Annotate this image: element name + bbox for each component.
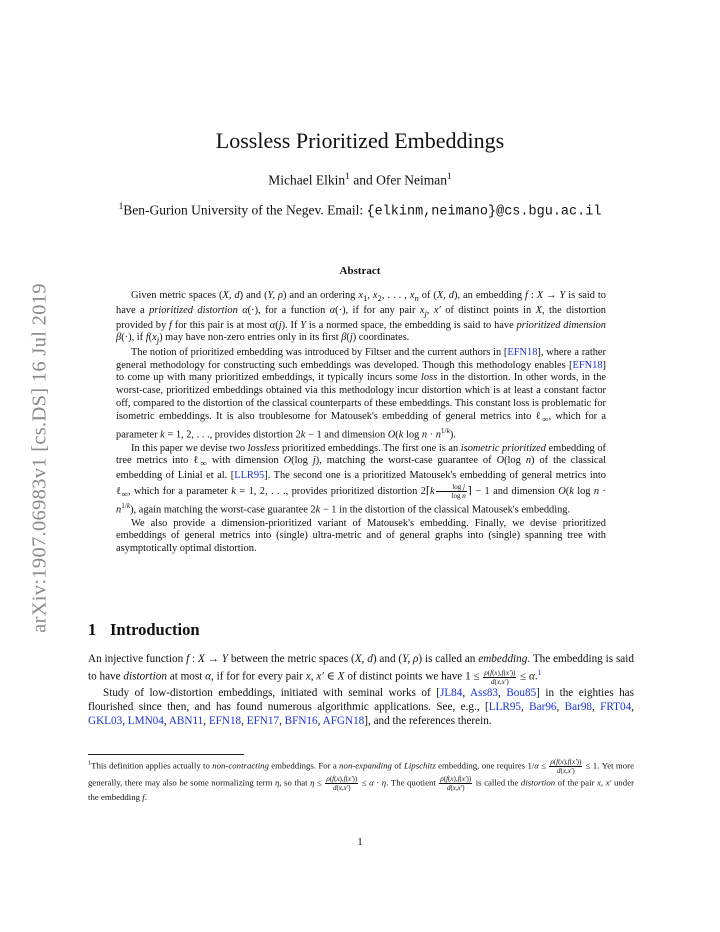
- citation-link[interactable]: FRT04: [600, 701, 632, 714]
- section-heading: [88, 620, 200, 640]
- section-number: 1: [88, 620, 97, 639]
- citation-link[interactable]: Bar96: [529, 701, 557, 714]
- abstract-paragraph: In this paper we devise two lossless prioritized embeddings. The first one is an isometric prioritized embedding of tree metrics into ℓ$_\infty$ with dimension O(log j), matching the worst-case guarantee of O(log n) of the classical embedding of Linial et al. [LLR95]. The second one is a prioritized Matousek's embedding of general metrics into ℓ$_\infty$, which for a parameter k = 1, 2, . . ., provides prioritized distortion 2⌈k $\frac{\text{log j}}{\text{log n}}$ ⌉ − 1 and dimension O(k $\log n \cdot n^{1/k}$), again matching the worst-case guarantee 2k − 1 in the distortion of the classical Matousek's embedding.: [116, 442, 606, 516]
- citation-link[interactable]: LMN04: [127, 715, 164, 728]
- citation-link[interactable]: EFN18: [572, 359, 603, 371]
- paper-authors: Michael Elkin$^1$ and Ofer Neiman$^1$: [268, 172, 452, 188]
- abstract-heading: Abstract: [339, 265, 381, 277]
- abstract-body: [116, 290, 606, 556]
- citation-link[interactable]: EFN17: [246, 715, 280, 728]
- abstract-paragraph: The notion of prioritized embedding was introduced by Filtser and the current authors in [EFN18], where a rather general methodology for constructing such embeddings was developed. Though this methodology enables [EFN18] to come up with many prioritized embeddings, it typically incurs some loss in the distortion. In other words, in the worst-case, prioritized embeddings obtained via this methodology incur distortion which is at least a constant factor off, compared to the distortion of the classical counterparts of these embeddings. This constant loss is problematic for isometric embeddings. It is also troublesome for Matousek's embedding of general metrics into ℓ$_\infty$, which for a parameter k = 1, 2, . . ., provides distortion 2k − 1 and dimension O(k $\log n \cdot n^{1/k}$).: [116, 347, 607, 441]
- citation-link[interactable]: Bou85: [506, 686, 537, 699]
- citation-link[interactable]: GKL03: [88, 715, 123, 728]
- affiliation: $^1$Ben-Gurion University of the Negev. Email: {elkinm,neimano}@cs.bgu.ac.il: [118, 202, 602, 220]
- citation-link[interactable]: JL84: [439, 686, 463, 699]
- page-number: 1: [357, 836, 363, 848]
- arxiv-id: arXiv:1907.06983v1 [cs.DS] 16 Jul 2019: [28, 283, 51, 633]
- paper-title: Lossless Prioritized Embeddings: [215, 128, 505, 153]
- footnote-ref[interactable]: 1: [537, 668, 542, 678]
- intro-body: [88, 652, 634, 728]
- footnote: $^1$This definition applies actually to non-contracting embeddings. For a non-expanding of Lipschitz embedding, one requires 1/α ≤ $\frac{\rho(f(x),f(x'))}{d(x,x')}$ ≤ 1. Yet more generally, there may also be some normalizing term η, so that η ≤ $\frac{\rho(f(x),f(x'))}{d(x,x')}$ ≤ α · η. The quotient $\frac{\rho(f(x),f(x'))}{d(x,x')}$ is called the distortion of the pair x, x′ under the embedding f.: [88, 758, 635, 802]
- citation-link[interactable]: EFN18: [507, 347, 538, 359]
- citation-link[interactable]: Bar98: [564, 701, 593, 714]
- abstract-paragraph: We also provide a dimension-prioritized variant of Matousek's embedding. Finally, we devise prioritized embeddings of general metrics into (single) ultra-metric and of general graphs into (single) spanning tree with asymptotically optimal distortion.: [116, 517, 606, 554]
- intro-paragraph: An injective function f : X → Y between the metric spaces (X, d) and (Y, ρ) is called an embedding. The embedding is said to have distortion at most α, if for for every pair x, x′ ∈ X of distinct points we have 1 ≤ $\frac{\rho(f(x),f(x'))}{d(x,x')}$ ≤ α.$^1$: [88, 653, 634, 686]
- citation-link[interactable]: EFN18: [208, 715, 242, 728]
- citation-link[interactable]: AFGN18: [322, 715, 365, 728]
- abstract-paragraph: Given metric spaces (X, d) and (Y, ρ) and an ordering $x_1$, $x_2$, . . . , $x_n$ of (X, d), an embedding f : X → Y is said to have a prioritized distortion α(·), for a function α(·), if for any pair $x_j$, x′ of distinct points in X, the distortion provided by f for this pair is at most α(j). If Y is a normed space, the embedding is said to have prioritized dimension β(·), if $f(x_j)$ may have non-zero entries only in its first β(j) coordinates.: [116, 290, 606, 346]
- citation-link[interactable]: Ass83: [470, 686, 499, 699]
- citation-link[interactable]: LLR95: [488, 701, 522, 714]
- citation-link[interactable]: LLR95: [234, 470, 265, 481]
- intro-paragraph: Study of low-distortion embeddings, initiated with seminal works of [JL84, Ass83, Bou85] in the eighties has flourished since then, and has found numerous algorithmic applications. See, e.g., [LLR95, Bar96, Bar98, FRT04, GKL03, LMN04, ABN11, EFN18, EFN17, BFN16, AFGN18], and the references therein.: [88, 686, 635, 728]
- footnote-rule: [88, 754, 244, 755]
- citation-link[interactable]: ABN11: [168, 715, 204, 728]
- section-title: Introduction: [110, 620, 200, 639]
- email: {elkinm,neimano}@cs.bgu.ac.il: [366, 204, 602, 220]
- citation-link[interactable]: BFN16: [284, 715, 318, 728]
